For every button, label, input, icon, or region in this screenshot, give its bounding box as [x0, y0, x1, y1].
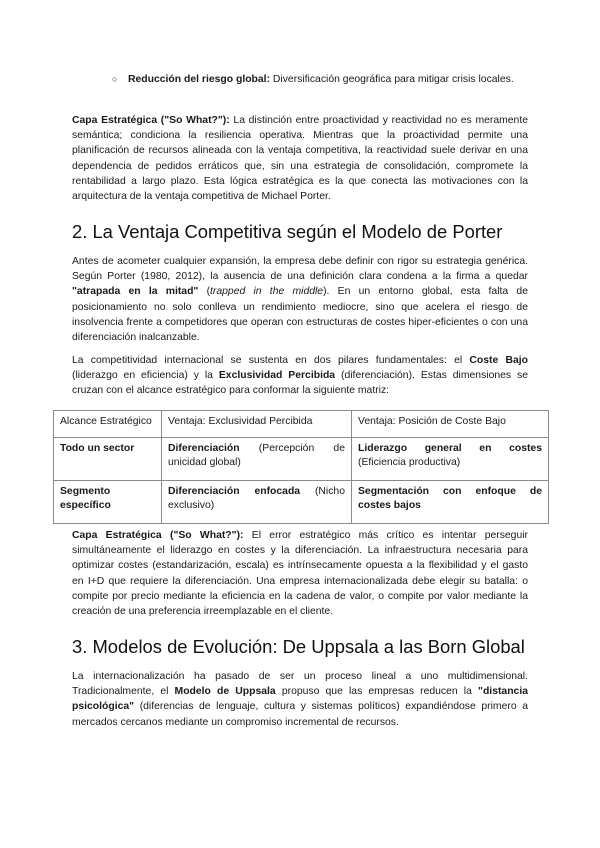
table-row — [54, 438, 549, 481]
strategic-layer-paragraph-1 — [72, 113, 528, 204]
bold-term: "distancia psicológica" — [72, 686, 529, 713]
strategy-name: Diferenciación enfocada — [168, 486, 301, 497]
section-3-heading: 3. Modelos de Evolución: De Uppsala a las Born Global — [72, 636, 525, 657]
scope-label: Segmento específico — [60, 486, 111, 512]
table-cell-differentiation — [162, 438, 352, 481]
table-header-cell: Alcance Estratégico — [54, 411, 162, 438]
strategy-note: (Eficiencia productiva) — [358, 457, 461, 469]
bullet-label: Reducción del riesgo global: — [128, 74, 271, 85]
scope-label: Todo un sector — [60, 443, 135, 454]
text-run: (liderazgo en eficiencia) y la — [72, 370, 219, 382]
text-run: propuso que las empresas reducen la — [275, 686, 479, 698]
section-2-heading: 2. La Ventaja Competitiva según el Modelo de Porter — [72, 221, 503, 242]
table-cell-differentiation — [162, 481, 352, 524]
bullet-item — [112, 72, 528, 87]
text-run: (diferenciación). Estas dimensiones se cruzan con el alcance estratégico para conformar la siguiente matriz: — [72, 370, 528, 397]
text-run: Antes de acometer cualquier expansión, la empresa debe definir con rigor su estrategia genérica. Según Porter (1980, 2012), la ausencia de una definición clara condena a la firma a quedar — [72, 256, 528, 283]
strategy-note: (Percepción de unicidad global) — [168, 443, 345, 469]
table-header-row — [54, 411, 549, 438]
text-run: La competitividad internacional se sustenta en dos pilares fundamentales: el — [72, 355, 470, 366]
table-header-cell: Ventaja: Exclusividad Percibida — [162, 411, 352, 438]
text-run: (diferencias de lenguaje, cultura y sistemas políticos) expandiéndose primero a mercados cercanos mediante un compromiso incremental de recursos. — [72, 701, 528, 728]
section-2-paragraph-1 — [72, 254, 528, 345]
text-run: ( — [198, 286, 211, 298]
italic-term: trapped in the middle — [210, 286, 324, 298]
strategic-layer-text: El error estratégico más crítico es intentar perseguir simultáneamente el liderazgo en costes y la diferenciación. La infraestructura necesaria para optimizar costes (estandarización, escala) es intrínsecamente opuesta a la flexibilidad y el gasto en I+D que requiere la diferenciación. Una empresa internacionalizada debe elegir su batalla: o compite por precio mediante la eficiencia en la cadena de valor, o compite por valor mediante la creación de una preferencia irreemplazable en el cliente. — [72, 530, 529, 618]
bold-term: Modelo de Uppsala — [174, 686, 276, 698]
table-cell-cost — [352, 438, 549, 481]
section-3-paragraph-1 — [72, 669, 528, 730]
text-run: La internacionalización ha pasado de ser un proceso lineal a uno multidimensional. Tradicionalmente, el — [72, 671, 528, 698]
hollow-circle-bullet-icon: ○ — [112, 74, 118, 84]
table-cell-scope — [54, 438, 162, 481]
bullet-text: Diversificación geográfica para mitigar crisis locales. — [270, 74, 514, 85]
text-run: ). En un entorno global, esta falta de posicionamiento no solo conlleva un rendimiento mediocre, sino que acelera el riesgo de insolvencia frente a competidores que operan con estructuras de costes hiper-eficientes o con una diferenciación inalcanzable. — [72, 286, 528, 344]
strategy-note: (Nicho exclusivo) — [168, 486, 345, 512]
bold-term: "atrapada en la mitad" — [72, 286, 199, 298]
strategic-layer-label: Capa Estratégica ("So What?"): — [72, 115, 230, 126]
table-cell-cost — [352, 481, 549, 524]
strategy-name: Segmentación con enfoque de costes bajos — [358, 486, 542, 512]
table-cell-scope — [54, 481, 162, 524]
porter-matrix-table — [53, 410, 549, 524]
strategic-layer-text: La distinción entre proactividad y reactividad no es meramente semántica; condiciona la resiliencia operativa. Mientras que la proactividad permite una planificación de recursos alineada con la ventaja competitiva, la reactividad suele derivar en una dependencia de pedidos erráticos que, sin una estrategia de consolidación, compromete la rentabilidad a largo plazo. Esta lógica estratégica es la que conecta las motivaciones con la arquitectura de la ventaja competitiva de Michael Porter. — [72, 115, 528, 203]
strategic-layer-label: Capa Estratégica ("So What?"): — [72, 530, 244, 541]
table-row — [54, 481, 549, 524]
table-header-cell: Ventaja: Posición de Coste Bajo — [352, 411, 549, 438]
strategy-name: Liderazgo general en costes — [358, 443, 542, 454]
strategic-layer-paragraph-2 — [72, 528, 528, 619]
bold-term: Exclusividad Percibida — [218, 370, 336, 382]
strategy-name: Diferenciación — [168, 443, 240, 454]
bold-term: Coste Bajo — [469, 355, 528, 366]
section-2-paragraph-2 — [72, 353, 528, 399]
